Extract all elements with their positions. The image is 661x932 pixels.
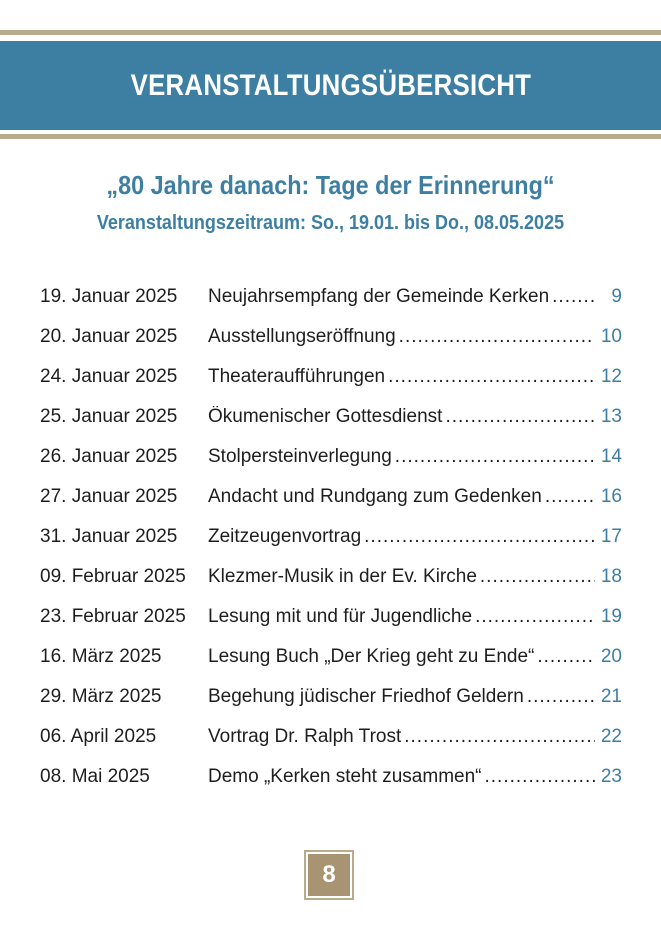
event-date: 08. Mai 2025 xyxy=(40,766,150,787)
event-row xyxy=(40,397,622,437)
dot-leader xyxy=(545,486,595,508)
event-date: 25. Januar 2025 xyxy=(40,406,178,427)
event-page-number: 12 xyxy=(600,366,622,387)
event-date: 20. Januar 2025 xyxy=(40,326,178,347)
event-name: Theateraufführungen xyxy=(208,366,386,387)
bottom-gold-line xyxy=(0,134,661,139)
event-row xyxy=(40,557,622,597)
dot-leader xyxy=(537,646,595,668)
event-row xyxy=(40,317,622,357)
event-row xyxy=(40,677,622,717)
event-entry xyxy=(208,606,622,628)
event-list xyxy=(40,277,622,797)
event-entry xyxy=(208,406,622,428)
event-name: Andacht und Rundgang zum Gedenken xyxy=(208,486,542,507)
event-date: 29. März 2025 xyxy=(40,686,162,707)
event-entry xyxy=(208,646,622,668)
event-date: 24. Januar 2025 xyxy=(40,366,178,387)
event-date: 09. Februar 2025 xyxy=(40,566,186,587)
event-page-number: 23 xyxy=(600,766,622,787)
event-name: Stolpersteinverlegung xyxy=(208,446,392,467)
event-entry xyxy=(208,526,622,548)
dot-leader xyxy=(475,606,595,628)
event-row xyxy=(40,477,622,517)
event-page-number: 21 xyxy=(600,686,622,707)
event-date: 23. Februar 2025 xyxy=(40,606,186,627)
event-period: Veranstaltungszeitraum: So., 19.01. bis Do., 08.05.2025 xyxy=(96,212,565,234)
dot-leader xyxy=(364,526,595,548)
page-number-badge xyxy=(304,850,354,900)
event-date: 26. Januar 2025 xyxy=(40,446,178,467)
event-row xyxy=(40,757,622,797)
event-entry xyxy=(208,366,622,388)
event-page-number: 16 xyxy=(600,486,622,507)
dot-leader xyxy=(395,446,595,468)
event-name: Ausstellungseröffnung xyxy=(208,326,396,347)
event-name: Demo „Kerken steht zusammen“ xyxy=(208,766,482,787)
event-page-number: 13 xyxy=(600,406,622,427)
dot-leader xyxy=(485,766,596,788)
event-name: Neujahrsempfang der Gemeinde Kerken xyxy=(208,286,550,307)
event-row xyxy=(40,637,622,677)
event-name: Zeitzeugenvortrag xyxy=(208,526,362,547)
event-entry xyxy=(208,726,622,748)
event-page-number: 20 xyxy=(600,646,622,667)
dot-leader xyxy=(527,686,595,708)
dot-leader xyxy=(552,286,595,308)
event-row xyxy=(40,437,622,477)
event-entry xyxy=(208,686,622,708)
event-page-number: 18 xyxy=(600,566,622,587)
event-page-number: 22 xyxy=(600,726,622,747)
event-date: 27. Januar 2025 xyxy=(40,486,178,507)
event-row xyxy=(40,597,622,637)
event-name: Ökumenischer Gottesdienst xyxy=(208,406,443,427)
event-page-number: 9 xyxy=(611,286,622,307)
event-row xyxy=(40,277,622,317)
event-entry xyxy=(208,486,622,508)
event-page-number: 17 xyxy=(600,526,622,547)
event-date: 06. April 2025 xyxy=(40,726,157,747)
event-name: Lesung Buch „Der Krieg geht zu Ende“ xyxy=(208,646,535,667)
page-number: 8 xyxy=(308,854,350,896)
event-name: Lesung mit und für Jugendliche xyxy=(208,606,473,627)
event-entry xyxy=(208,286,622,308)
page-title: VERANSTALTUNGSÜBERSICHT xyxy=(130,68,531,102)
event-name: Klezmer-Musik in der Ev. Kirche xyxy=(208,566,477,587)
top-gold-line xyxy=(0,30,661,35)
event-page-number: 19 xyxy=(600,606,622,627)
dot-leader xyxy=(404,726,595,748)
event-entry xyxy=(208,326,622,348)
dot-leader xyxy=(388,366,595,388)
header-band xyxy=(0,41,661,130)
event-date: 31. Januar 2025 xyxy=(40,526,178,547)
event-name: Vortrag Dr. Ralph Trost xyxy=(208,726,402,747)
event-row xyxy=(40,357,622,397)
event-row xyxy=(40,517,622,557)
event-entry xyxy=(208,446,622,468)
event-date: 16. März 2025 xyxy=(40,646,162,667)
dot-leader xyxy=(445,406,595,428)
event-entry xyxy=(208,766,622,788)
event-row xyxy=(40,717,622,757)
event-entry xyxy=(208,566,622,588)
event-page-number: 14 xyxy=(600,446,622,467)
event-date: 19. Januar 2025 xyxy=(40,286,178,307)
event-name: Begehung jüdischer Friedhof Geldern xyxy=(208,686,524,707)
event-page-number: 10 xyxy=(600,326,622,347)
dot-leader xyxy=(399,326,595,348)
dot-leader xyxy=(480,566,595,588)
event-title: „80 Jahre danach: Tage der Erinnerung“ xyxy=(106,170,555,200)
